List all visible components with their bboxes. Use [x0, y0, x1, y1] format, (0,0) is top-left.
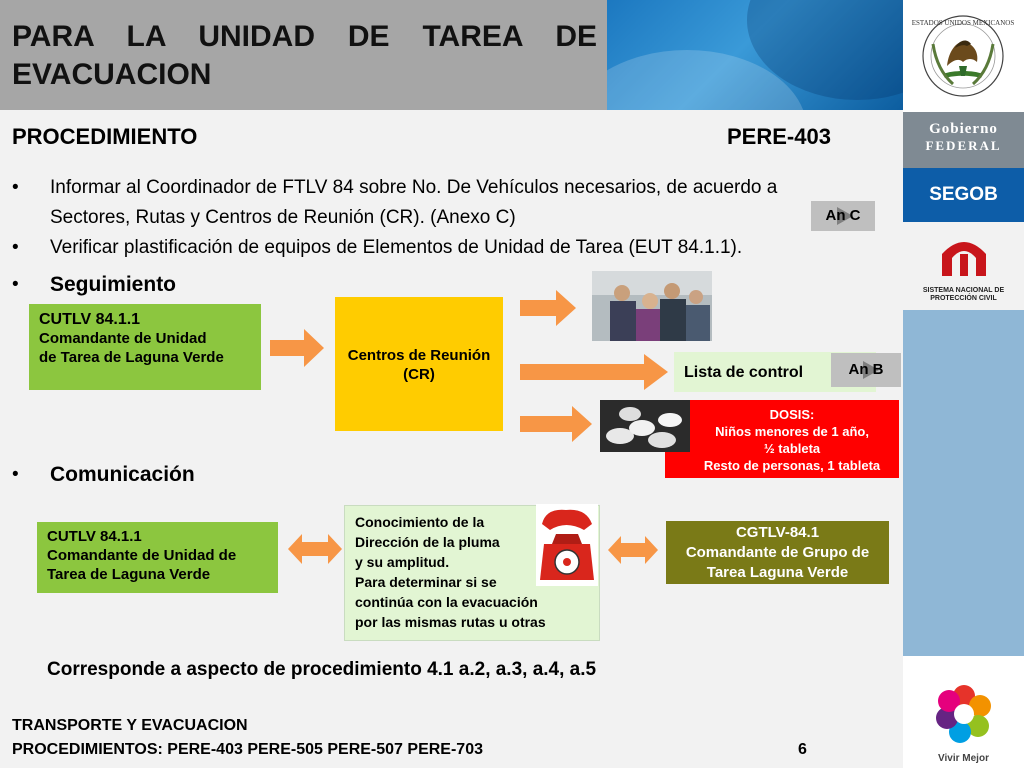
- gob-line1: Gobierno: [929, 121, 998, 137]
- procedure-reference: Corresponde a aspecto de procedimiento 4.1 a.2, a.3, a.4, a.5: [47, 659, 597, 680]
- segob-logo: SEGOB: [903, 168, 1024, 222]
- arrow-to-centros: [270, 327, 326, 369]
- bullet-marker: •: [12, 274, 19, 295]
- arrow-to-dosis: [520, 404, 594, 444]
- footer-line1: TRANSPORTE Y EVACUACION: [12, 717, 248, 734]
- dosis-line1: DOSIS:: [769, 407, 815, 422]
- header-decoration: [607, 0, 903, 110]
- dosis-line3: ½ tableta: [763, 441, 821, 456]
- page-number: 6: [798, 741, 807, 758]
- proteccion-civil-icon: [934, 234, 994, 278]
- annex-c-label: An C: [825, 207, 861, 224]
- pc-text: SISTEMA NACIONAL DE PROTECCIÓN CIVIL: [922, 287, 1005, 302]
- annex-c-tab[interactable]: [811, 201, 875, 231]
- bullet-2: [12, 233, 897, 263]
- comm-line6: por las mismas rutas u otras: [355, 614, 546, 630]
- bullet-marker: •: [12, 237, 19, 258]
- cutlv-title: CUTLV 84.1.1: [47, 528, 142, 545]
- bullet-heading: Comunicación: [50, 463, 195, 486]
- cgt-title: CGTLV-84.1: [735, 524, 820, 541]
- comm-line4: Para determinar si se: [355, 574, 497, 590]
- double-arrow-left: [288, 532, 342, 566]
- bullet-text: Informar al Coordinador de FTLV 84 sobre No. De Vehículos necesarios, de acuerdo a Sectores, Rutas y Centros de Reunión (CR). (Anexo C): [50, 177, 778, 228]
- mexico-seal-panel: [903, 0, 1024, 112]
- vivir-mejor-flower-icon: [932, 682, 996, 746]
- bullet-marker: •: [12, 464, 19, 485]
- arrow-to-photo: [520, 288, 578, 328]
- cutlv-line1: Comandante de Unidad de: [47, 547, 237, 564]
- dosis-line4: Resto de personas, 1 tableta: [703, 458, 881, 473]
- comm-line5: continúa con la evacuación: [355, 594, 538, 610]
- footer-line2: PROCEDIMIENTOS: PERE-403 PERE-505 PERE-507 PERE-703: [12, 741, 483, 758]
- cgtlv-box: [666, 521, 889, 584]
- dosis-line2: Niños menores de 1 año,: [715, 424, 869, 439]
- double-arrow-right: [608, 534, 658, 566]
- cutlv-line2: de Tarea de Laguna Verde: [39, 349, 224, 366]
- bullet-1: [12, 173, 842, 233]
- gob-line2: FEDERAL: [925, 138, 1002, 153]
- centros-reunion-box: [335, 297, 503, 431]
- section-label: PROCEDIMIENTO: [12, 124, 198, 149]
- svg-text:ESTADOS UNIDOS MEXICANOS: ESTADOS UNIDOS MEXICANOS: [911, 19, 1015, 27]
- mexico-seal-icon: [903, 0, 1024, 112]
- cgt-line1: Comandante de Grupo de: [685, 544, 870, 561]
- telephone-icon: [536, 504, 598, 586]
- slide-title: PARA LA UNIDAD DE TAREA DE EVACUACION: [12, 20, 597, 91]
- comm-line1: Conocimiento de la: [355, 514, 485, 530]
- cutlv-line2: Tarea de Laguna Verde: [47, 566, 211, 583]
- arrow-to-lista: [520, 352, 670, 392]
- annex-b-tab[interactable]: [831, 353, 901, 387]
- bullet-marker: •: [12, 177, 19, 198]
- bullet-text: Verificar plastificación de equipos de Elementos de Unidad de Tarea (EUT 84.1.1).: [50, 237, 743, 258]
- bullet-heading: Seguimiento: [50, 273, 177, 296]
- comm-line3: y su amplitud.: [355, 554, 450, 570]
- cgt-line2: Tarea Laguna Verde: [706, 564, 849, 581]
- vivir-mejor-text: Vivir Mejor: [938, 753, 989, 764]
- cutlv-box-comunicacion: [37, 522, 278, 593]
- centros-line2: (CR): [403, 366, 435, 383]
- proteccion-civil-logo: [903, 222, 1024, 310]
- cutlv-line1: Comandante de Unidad: [39, 330, 207, 347]
- evacuees-photo: [592, 271, 712, 341]
- cutlv-title: CUTLV 84.1.1: [39, 311, 141, 328]
- gobierno-federal-logo: [903, 112, 1024, 168]
- bullet-comunicacion: [12, 460, 195, 490]
- centros-line1: Centros de Reunión: [347, 347, 491, 364]
- section-code: PERE-403: [727, 124, 831, 149]
- annex-b-label: An B: [848, 361, 884, 378]
- vivir-mejor-logo: [903, 656, 1024, 768]
- lista-control-label: Lista de control: [684, 364, 804, 381]
- tablets-photo: [600, 400, 690, 452]
- comm-line2: Dirección de la pluma: [355, 534, 500, 550]
- cutlv-box-seguimiento: [29, 304, 261, 390]
- bullet-seguimiento: [12, 270, 176, 300]
- dosis-box: [665, 400, 899, 478]
